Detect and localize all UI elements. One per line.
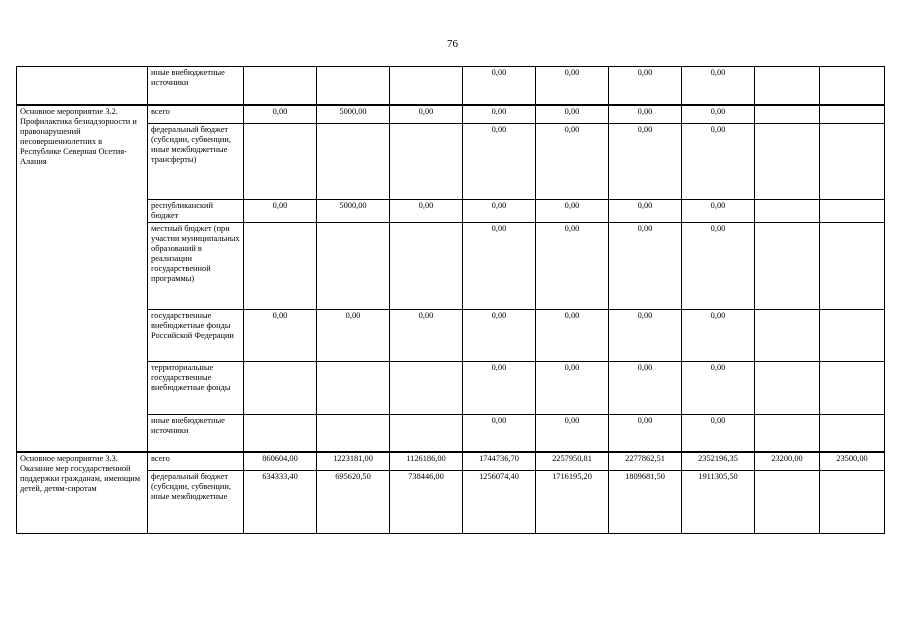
table-row	[17, 471, 885, 534]
amount-cell	[317, 124, 390, 200]
amount-cell: 1809681,50	[609, 471, 682, 534]
amount-cell: 23200,00	[755, 452, 820, 471]
amount-cell	[317, 362, 390, 415]
table-row	[17, 67, 885, 105]
amount-cell	[244, 124, 317, 200]
amount-cell: 0,00	[463, 223, 536, 310]
funding-source-cell: всего	[148, 452, 244, 471]
amount-cell: 0,00	[682, 362, 755, 415]
amount-cell	[755, 471, 820, 534]
amount-cell: 695620,50	[317, 471, 390, 534]
amount-cell	[820, 415, 885, 452]
table-row	[17, 124, 885, 200]
funding-source-cell: федеральный бюджет (субсидии, субвенции, иные межбюджетные	[148, 471, 244, 534]
amount-cell: 1223181,00	[317, 452, 390, 471]
amount-cell: 860604,00	[244, 452, 317, 471]
amount-cell	[820, 471, 885, 534]
amount-cell	[755, 105, 820, 124]
table-row	[17, 105, 885, 124]
amount-cell: 0,00	[609, 124, 682, 200]
amount-cell	[390, 223, 463, 310]
amount-cell: 23500,00	[820, 452, 885, 471]
amount-cell: 0,00	[463, 310, 536, 362]
amount-cell: 0,00	[682, 310, 755, 362]
amount-cell: 0,00	[609, 200, 682, 223]
amount-cell	[755, 362, 820, 415]
amount-cell: 0,00	[536, 415, 609, 452]
amount-cell: 0,00	[463, 124, 536, 200]
amount-cell: 0,00	[244, 310, 317, 362]
amount-cell	[244, 223, 317, 310]
amount-cell: 0,00	[536, 124, 609, 200]
amount-cell	[244, 362, 317, 415]
amount-cell	[390, 124, 463, 200]
amount-cell	[755, 200, 820, 223]
amount-cell: 2257950,81	[536, 452, 609, 471]
funding-source-cell: республиканский бюджет	[148, 200, 244, 223]
amount-cell: 1911305,50	[682, 471, 755, 534]
amount-cell	[820, 310, 885, 362]
amount-cell	[390, 415, 463, 452]
funding-source-cell: местный бюджет (при участии муниципальных образований в реализации государственной программы)	[148, 223, 244, 310]
funding-source-cell: государственные внебюджетные фонды Российской Федерации	[148, 310, 244, 362]
amount-cell	[755, 223, 820, 310]
amount-cell	[820, 223, 885, 310]
amount-cell: 0,00	[682, 124, 755, 200]
table-row	[17, 452, 885, 471]
amount-cell: 0,00	[682, 200, 755, 223]
amount-cell: 0,00	[317, 310, 390, 362]
amount-cell: 738446,00	[390, 471, 463, 534]
amount-cell: 1256074,40	[463, 471, 536, 534]
amount-cell: 0,00	[244, 200, 317, 223]
table-row	[17, 415, 885, 452]
amount-cell: 0,00	[463, 415, 536, 452]
amount-cell	[820, 67, 885, 105]
amount-cell: 0,00	[536, 223, 609, 310]
amount-cell: 2352196,35	[682, 452, 755, 471]
amount-cell: 0,00	[682, 223, 755, 310]
funding-source-cell: иные внебюджетные источники	[148, 415, 244, 452]
amount-cell	[390, 362, 463, 415]
event-cell	[17, 67, 148, 105]
amount-cell: 0,00	[390, 310, 463, 362]
amount-cell	[820, 362, 885, 415]
amount-cell	[317, 67, 390, 105]
amount-cell	[755, 124, 820, 200]
page-number: 76	[447, 38, 458, 50]
amount-cell: 0,00	[390, 105, 463, 124]
amount-cell: 0,00	[463, 362, 536, 415]
amount-cell: 0,00	[536, 67, 609, 105]
amount-cell: 2277862,51	[609, 452, 682, 471]
amount-cell	[820, 105, 885, 124]
amount-cell: 0,00	[609, 67, 682, 105]
amount-cell: 0,00	[536, 105, 609, 124]
table-row	[17, 310, 885, 362]
amount-cell: 0,00	[536, 310, 609, 362]
funding-source-cell: федеральный бюджет (субсидии, субвенции, иные межбюджетные трансферты)	[148, 124, 244, 200]
amount-cell: 0,00	[682, 67, 755, 105]
amount-cell	[755, 310, 820, 362]
table-row	[17, 200, 885, 223]
funding-source-cell: территориальные государственные внебюджетные фонды	[148, 362, 244, 415]
amount-cell: 5000,00	[317, 200, 390, 223]
amount-cell	[820, 200, 885, 223]
amount-cell: 1716195,20	[536, 471, 609, 534]
table-row	[17, 362, 885, 415]
table-row	[17, 223, 885, 310]
amount-cell: 0,00	[463, 67, 536, 105]
event-cell: Основное мероприятие 3.3. Оказание мер государственной поддержки гражданам, имеющим детей, детям-сиротам	[17, 452, 148, 534]
amount-cell: 0,00	[682, 105, 755, 124]
amount-cell: 0,00	[463, 200, 536, 223]
amount-cell	[244, 67, 317, 105]
amount-cell: 0,00	[536, 362, 609, 415]
amount-cell	[317, 415, 390, 452]
amount-cell	[755, 67, 820, 105]
amount-cell: 0,00	[609, 362, 682, 415]
amount-cell	[820, 124, 885, 200]
amount-cell: 0,00	[244, 105, 317, 124]
amount-cell: 1126186,00	[390, 452, 463, 471]
amount-cell: 0,00	[609, 310, 682, 362]
amount-cell: 1744736,70	[463, 452, 536, 471]
amount-cell: 0,00	[536, 200, 609, 223]
amount-cell: 0,00	[390, 200, 463, 223]
amount-cell: 0,00	[682, 415, 755, 452]
amount-cell: 0,00	[609, 223, 682, 310]
amount-cell: 0,00	[609, 415, 682, 452]
funding-source-cell: всего	[148, 105, 244, 124]
amount-cell: 0,00	[609, 105, 682, 124]
budget-table	[16, 66, 885, 534]
amount-cell: 634333,40	[244, 471, 317, 534]
amount-cell	[317, 223, 390, 310]
amount-cell	[755, 415, 820, 452]
amount-cell: 5000,00	[317, 105, 390, 124]
amount-cell	[390, 67, 463, 105]
amount-cell: 0,00	[463, 105, 536, 124]
funding-source-cell: иные внебюджетные источники	[148, 67, 244, 105]
amount-cell	[244, 415, 317, 452]
event-cell: Основное мероприятие 3.2. Профилактика безнадзорности и правонарушений несовершеннолетних в Республике Северная Осетия-Алания	[17, 105, 148, 452]
